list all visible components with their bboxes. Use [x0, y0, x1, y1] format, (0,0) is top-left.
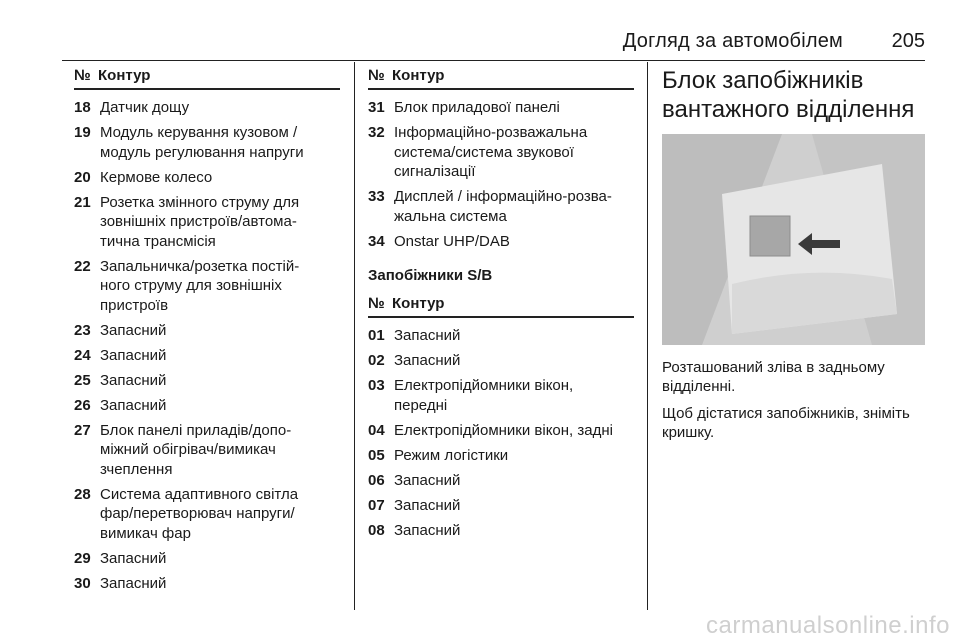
fuse-description: Розетка змінного струму для зовнішніх пристроїв/автома- тична трансмісія [100, 193, 300, 250]
fuse-number: 06 [368, 471, 385, 489]
fuse-number: 18 [74, 99, 91, 116]
table-row [74, 549, 340, 569]
table-row [368, 421, 634, 441]
fuse-number: 08 [368, 521, 385, 539]
fuse-description: Запасний [394, 496, 461, 514]
fuse-number: 27 [74, 421, 91, 439]
header-contour: Контур [98, 67, 151, 84]
section-title: Догляд за автомобілем [622, 30, 843, 52]
fuse-description: Запасний [100, 396, 167, 414]
fuse-description: Система адаптивного світла фар/перетворювач напруги/ вимикач фар [100, 485, 299, 542]
table-row [74, 98, 340, 118]
fuse-number: 24 [74, 346, 91, 364]
fuse-number: 07 [368, 496, 385, 514]
fuse-description: Дисплей / інформаційно-розва- жальна система [394, 188, 612, 225]
header-number: № [74, 67, 91, 84]
fuse-description: Електропідйомники вікон, передні [394, 377, 574, 414]
table-row [74, 193, 340, 252]
subsection-heading: Запобіжники S/B [368, 267, 493, 284]
header-number: № [368, 67, 385, 84]
fuse-number: 26 [74, 396, 91, 414]
fuse-description: Запасний [394, 352, 461, 369]
header-number: № [368, 295, 385, 312]
table-row [74, 485, 340, 544]
table-row [368, 446, 634, 466]
fuse-description: Режим логістики [394, 446, 509, 464]
table-row [368, 351, 634, 371]
fuse-number: 03 [368, 377, 385, 394]
fuse-box-photo [662, 134, 925, 345]
fuse-number: 34 [368, 232, 385, 250]
fuse-description: Onstar UHP/DAB [394, 232, 510, 250]
fuse-number: 21 [74, 193, 91, 211]
column-divider [354, 62, 355, 610]
fuse-number: 29 [74, 549, 91, 567]
fuse-number: 31 [368, 99, 385, 116]
table-row [368, 521, 634, 541]
table-row [368, 471, 634, 491]
table-header [74, 62, 340, 90]
table-row [74, 168, 340, 188]
access-text: Щоб дістатися запобіжників, зніміть кришку. [662, 405, 910, 441]
fuse-number: 30 [74, 574, 91, 592]
fuse-description: Запасний [394, 327, 461, 344]
header-contour: Контур [392, 67, 445, 84]
header-contour: Контур [392, 295, 445, 312]
fuse-number: 02 [368, 352, 385, 369]
table-row [368, 376, 634, 415]
fuse-description: Блок панелі приладів/допо- міжний обігрівач/вимикач зчеплення [100, 421, 292, 478]
fuse-number: 05 [368, 446, 385, 464]
table-row [368, 187, 634, 226]
fuse-number: 33 [368, 188, 385, 205]
fuse-number: 04 [368, 421, 385, 439]
fuse-description: Блок приладової панелі [394, 99, 560, 116]
fuse-box-section [662, 62, 928, 442]
fuse-description: Електропідйомники вікон, задні [394, 421, 613, 439]
fuse-table-1 [74, 62, 340, 599]
fuse-description: Кермове колесо [100, 168, 213, 186]
fuse-description: Запасний [100, 574, 167, 592]
fuse-number: 25 [74, 371, 91, 389]
table-row [74, 396, 340, 416]
section-heading: Блок запобіжників вантажного відділення [662, 67, 915, 123]
table-header [368, 290, 634, 318]
fuse-number: 23 [74, 321, 91, 339]
fuse-description: Запасний [100, 321, 167, 339]
fuse-number: 32 [368, 124, 385, 141]
table-row [368, 232, 634, 252]
fuse-number: 19 [74, 124, 91, 141]
fuse-description: Запальничка/розетка постій- ного струму для зовнішніх пристроїв [100, 257, 300, 314]
table-row [368, 98, 634, 118]
fuse-number: 01 [368, 327, 385, 344]
fuse-table-2 [368, 62, 634, 546]
table-row [74, 574, 340, 594]
fuse-number: 22 [74, 257, 91, 275]
location-text: Розташований зліва в задньому відділенні. [662, 359, 885, 395]
table-row [74, 123, 340, 162]
table-row [368, 123, 634, 182]
table-header [368, 62, 634, 90]
table-row [74, 371, 340, 391]
fuse-description: Запасний [394, 521, 461, 539]
table-row [368, 496, 634, 516]
table-row [74, 321, 340, 341]
fuse-description: Модуль керування кузовом / модуль регулювання напруги [100, 124, 304, 161]
watermark: carmanualsonline.info [706, 612, 950, 639]
table-row [74, 257, 340, 316]
fuse-description: Інформаційно-розважальна система/система звукової сигналізації [394, 124, 588, 180]
table-row [368, 326, 634, 346]
fuse-description: Запасний [100, 371, 167, 389]
fuse-description: Датчик дощу [100, 99, 190, 116]
table-row [74, 346, 340, 366]
column-divider [647, 62, 648, 610]
fuse-description: Запасний [394, 471, 461, 489]
fuse-description: Запасний [100, 346, 167, 364]
page-number: 205 [891, 30, 925, 52]
page-header [62, 30, 925, 61]
fuse-number: 28 [74, 485, 91, 503]
fuse-description: Запасний [100, 549, 167, 567]
table-row [74, 421, 340, 480]
fuse-number: 20 [74, 168, 91, 186]
